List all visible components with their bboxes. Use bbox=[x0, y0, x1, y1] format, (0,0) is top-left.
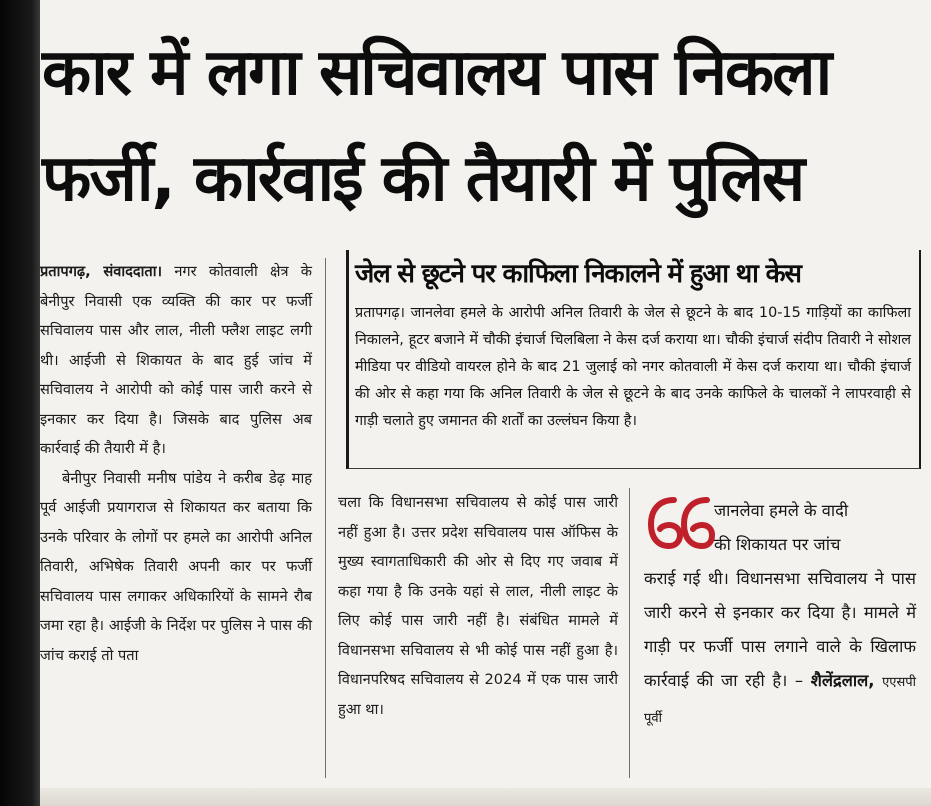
sidebar-box bbox=[346, 250, 921, 469]
quote-attribution-name: शैलेंद्रलाल, bbox=[810, 671, 875, 690]
quote-text: कराई गई थी। विधानसभा सचिवालय ने पास जारी करने से इनकार कर दिया है। मामले में गाड़ी पर फर्जी पास लगाने वाले के खिलाफ कार्रवाई की जा रही है। – bbox=[644, 569, 916, 690]
article-paragraph-1-text: नगर कोतवाली क्षेत्र के बेनीपुर निवासी एक व्यक्ति की कार पर फर्जी सचिवालय पास और लाल, नीली फ्लैश लाइट लगी थी। आईजी से शिकायत के बाद हुई जांच में सचिवालय ने आरोपी को कोई पास जारी करने से इनकार कर दिया है। जिसके बाद पुलिस अब कार्रवाई की तैयारी में है। bbox=[40, 263, 312, 457]
pull-quote bbox=[644, 494, 916, 736]
quote-body bbox=[644, 562, 916, 736]
sidebar-body: प्रतापगढ़। जानलेवा हमले के आरोपी अनिल तिवारी के जेल से छूटने के बाद 10-15 गाड़ियों का काफिला निकालने, हूटर बजाने में चौकी इंचार्ज चिलबिला ने केस दर्ज कराया था। चौकी इंचार्ज संदीप तिवारी ने सोशल मीडिया पर वीडियो वायरल होने के बाद 21 जुलाई को नगर कोतवाली में केस दर्ज कराया था। चौकी इंचार्ज की ओर से कहा गया कि अनिल तिवारी के जेल से छूटने के बाद उनके काफिले के चालकों ने लापरवाही से गाड़ी चलाते हुए जमानत की शर्तों का उल्लंघन किया है। bbox=[355, 305, 911, 429]
column-divider-1 bbox=[325, 258, 326, 778]
headline-line-2: फर्जी, कार्रवाई की तैयारी में पुलिस bbox=[42, 142, 804, 216]
article-paragraph-1 bbox=[40, 257, 312, 464]
dateline: प्रतापगढ़, संवाददाता। bbox=[40, 263, 163, 280]
column-divider-2 bbox=[629, 488, 630, 778]
article-column-left bbox=[40, 257, 312, 670]
article-paragraph-2: बेनीपुर निवासी मनीष पांडेय ने करीब डेढ़ माह पूर्व आईजी प्रयागराज से शिकायत कर बताया कि उनके परिवार के लोगों पर हमले का आरोपी अनिल तिवारी, अभिषेक तिवारी अपनी कार पर फर्जी सचिवालय पास लगाकर अधिकारियों के सामने रौब जमा रहा है। आईजी के निर्देश पर पुलिस ने पास की जांच कराई तो पता bbox=[40, 469, 312, 664]
headline-line-1: कार में लगा सचिवालय पास निकला bbox=[42, 36, 831, 110]
page-gutter-shadow bbox=[0, 0, 40, 806]
article-column-middle bbox=[338, 488, 618, 724]
quote-line-2: की शिकायत पर जांच bbox=[714, 535, 841, 554]
quote-line-1: जानलेवा हमले के वादी bbox=[714, 501, 849, 520]
sidebar-heading: जेल से छूटने पर काफिला निकालने में हुआ था केस bbox=[355, 259, 801, 289]
article-paragraph-3: चला कि विधानसभा सचिवालय से कोई पास जारी नहीं हुआ है। उत्तर प्रदेश सचिवालय पास ऑफिस के मुख्य स्वागताधिकारी की ओर से दिए गए जवाब में कहा गया है कि उनके यहां से लाल, नीली लाइट के लिए कोई पास जारी नहीं है। संबंधित मामले में विधानसभा सचिवालय से भी कोई पास नहीं हुआ है। विधानपरिषद सचिवालय से 2024 में एक पास जारी हुआ था। bbox=[338, 494, 618, 718]
quote-attribution-role: एएसपी पूर्वी bbox=[644, 675, 916, 726]
bottom-page-edge bbox=[40, 788, 931, 806]
